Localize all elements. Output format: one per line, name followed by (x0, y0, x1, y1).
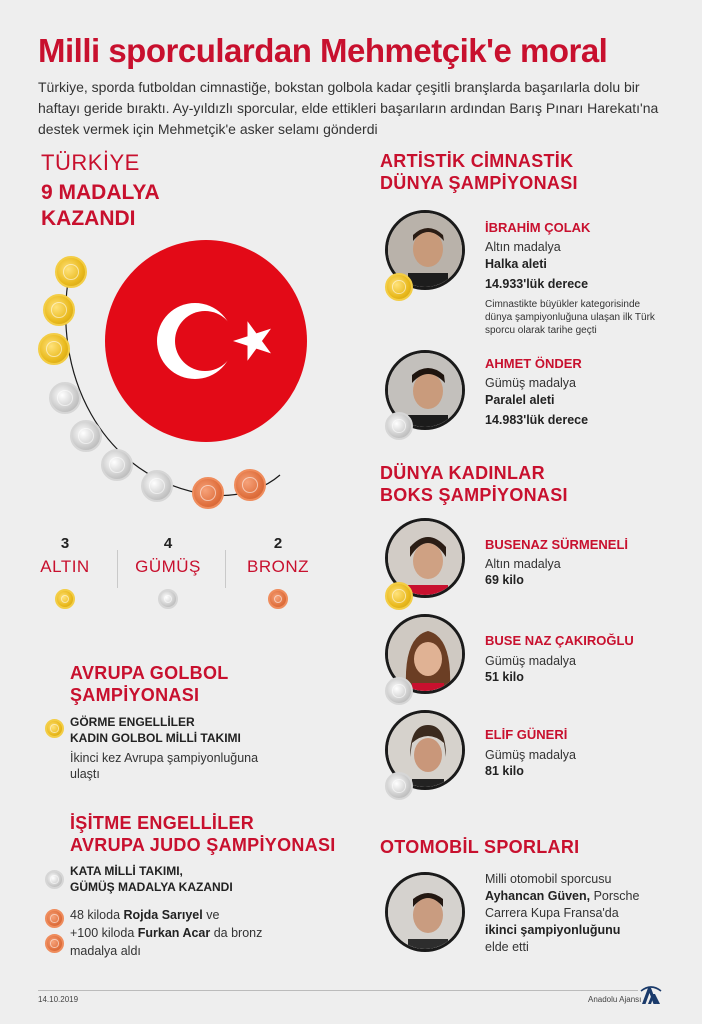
page-title: Milli sporculardan Mehmetçik'e moral (38, 32, 608, 69)
footer-divider (38, 990, 638, 991)
judo-kata-line2: GÜMÜŞ MADALYA KAZANDI (70, 880, 233, 894)
athlete-photo-ayhancan-guven (385, 872, 465, 952)
motorsport-achievement: ikinci şampiyonluğunu (485, 923, 621, 937)
divider (117, 550, 118, 588)
gold-medal-icon (385, 582, 413, 610)
judo-heading (70, 812, 336, 856)
judo-text: da bronz (210, 926, 263, 940)
athlete-score: 14.983'lük derece (485, 413, 589, 427)
gold-medal-icon (385, 273, 413, 301)
golbol-description (70, 750, 258, 782)
motorsport-line1: Milli otomobil sporcusu (485, 872, 612, 886)
bronze-medal-icon (192, 477, 224, 509)
stat-bronze (233, 535, 323, 609)
gold-medal-icon (55, 589, 75, 609)
golbol-desc-line2: ulaştı (70, 767, 100, 781)
judo-heading-line2: AVRUPA JUDO ŞAMPİYONASI (70, 835, 336, 855)
stat-bronze-count: 2 (273, 535, 283, 552)
athlete-name: ELİF GÜNERİ (485, 727, 568, 742)
medal-total-line2: KAZANDI (41, 207, 136, 230)
motorsport-text (485, 871, 639, 956)
stat-bronze-label: BRONZ (247, 557, 309, 576)
silver-medal-icon (158, 589, 178, 609)
athlete-note-line3: sporcu olarak tarihe geçti (485, 325, 597, 336)
gold-medal-icon (55, 256, 87, 288)
silver-medal-icon (101, 449, 133, 481)
motorsport-line3: Carrera Kupa Fransa'da (485, 906, 619, 920)
golbol-team-line1: GÖRME ENGELLİLER (70, 715, 195, 729)
athlete-name: Furkan Acar (137, 926, 211, 940)
divider (225, 550, 226, 588)
judo-text: ve (202, 908, 220, 922)
athlete-medal: Gümüş madalya (485, 376, 577, 390)
gold-medal-icon (45, 719, 64, 738)
athlete-weight: 69 kilo (485, 573, 524, 587)
athlete-medal: Gümüş madalya (485, 654, 577, 668)
athlete-medal: Altın madalya (485, 557, 561, 571)
judo-bronze-text (70, 906, 262, 960)
bronze-medal-icon (45, 934, 64, 953)
athlete-name: AHMET ÖNDER (485, 356, 582, 371)
boxing-heading-line2: BOKS ŞAMPİYONASI (380, 485, 568, 505)
medal-total-line1: 9 MADALYA (41, 181, 160, 204)
gold-medal-icon (38, 333, 70, 365)
boxing-heading-line1: DÜNYA KADINLAR (380, 463, 545, 483)
stat-silver-label: GÜMÜŞ (135, 557, 201, 576)
footer-source: Anadolu Ajansı (588, 995, 642, 1004)
motorsport-line5: elde etti (485, 940, 529, 954)
athlete-weight: 51 kilo (485, 670, 524, 684)
gymnastics-heading-line1: ARTİSTİK CİMNASTİK (380, 151, 574, 171)
country-label: TÜRKİYE (41, 150, 140, 175)
athlete-name: Ayhancan Güven, (485, 889, 591, 903)
athlete-medal: Altın madalya (485, 240, 561, 254)
golbol-team-line2: KADIN GOLBOL MİLLİ TAKIMI (70, 731, 241, 745)
boxing-heading (380, 462, 568, 506)
intro-paragraph: Türkiye, sporda futboldan cimnastiğe, bokstan golbola kadar çeşitli branşlarda başarılarla dolu bir haftayı geride bıraktı. Ay-yıldızlı sporcular, elde ettikleri başarıların ardından Barış Pınarı Harekatı'na destek vermek için Mehmetçik'e asker selamı gönderdi (38, 79, 659, 137)
athlete-note (485, 298, 655, 337)
judo-kata-line1: KATA MİLLİ TAKIMI, (70, 864, 183, 878)
stat-gold (20, 535, 110, 609)
golbol-heading (70, 662, 229, 706)
athlete-weight: 81 kilo (485, 764, 524, 778)
athlete-name: İBRAHİM ÇOLAK (485, 220, 591, 235)
athlete-note-line1: Cimnastikte büyükler kategorisinde (485, 299, 641, 310)
golbol-team (70, 714, 241, 746)
athlete-event: Paralel aleti (485, 393, 555, 407)
stat-silver (123, 535, 213, 609)
judo-text: +100 kiloda (70, 926, 138, 940)
golbol-heading-line1: AVRUPA GOLBOL (70, 663, 229, 683)
bronze-medal-icon (234, 469, 266, 501)
bronze-medal-icon (268, 589, 288, 609)
silver-medal-icon (70, 420, 102, 452)
athlete-score: 14.933'lük derece (485, 277, 589, 291)
athlete-event: Halka aleti (485, 257, 547, 271)
medal-total-heading (41, 180, 221, 232)
athlete-note-line2: dünya şampiyonluğuna ulaşan ilk Türk (485, 312, 655, 323)
judo-text: madalya aldı (70, 944, 141, 958)
silver-medal-icon (385, 677, 413, 705)
stat-gold-count: 3 (60, 535, 70, 552)
anadolu-agency-logo-icon (640, 985, 662, 1005)
silver-medal-icon (385, 772, 413, 800)
stat-silver-count: 4 (163, 535, 173, 552)
athlete-name: BUSENAZ SÜRMENELİ (485, 537, 629, 552)
golbol-heading-line2: ŞAMPİYONASI (70, 685, 200, 705)
gymnastics-heading-line2: DÜNYA ŞAMPİYONASI (380, 173, 578, 193)
stat-gold-label: ALTIN (40, 557, 90, 576)
motorsport-line2: Porsche (590, 889, 640, 903)
silver-medal-icon (385, 412, 413, 440)
judo-text: 48 kiloda (70, 908, 124, 922)
judo-heading-line1: İŞİTME ENGELLİLER (70, 813, 255, 833)
silver-medal-icon (45, 870, 64, 889)
silver-medal-icon (141, 470, 173, 502)
bronze-medal-icon (45, 909, 64, 928)
gymnastics-heading (380, 150, 578, 194)
judo-kata (70, 863, 233, 895)
athlete-name: BUSE NAZ ÇAKIROĞLU (485, 633, 634, 648)
gold-medal-icon (43, 294, 75, 326)
turkish-flag-icon (105, 240, 307, 442)
athlete-medal: Gümüş madalya (485, 748, 577, 762)
athlete-name: Rojda Sarıyel (123, 908, 203, 922)
footer-date: 14.10.2019 (38, 995, 79, 1004)
silver-medal-icon (49, 382, 81, 414)
golbol-desc-line1: İkinci kez Avrupa şampiyonluğuna (70, 751, 259, 765)
motorsport-heading: OTOMOBİL SPORLARI (380, 837, 580, 857)
